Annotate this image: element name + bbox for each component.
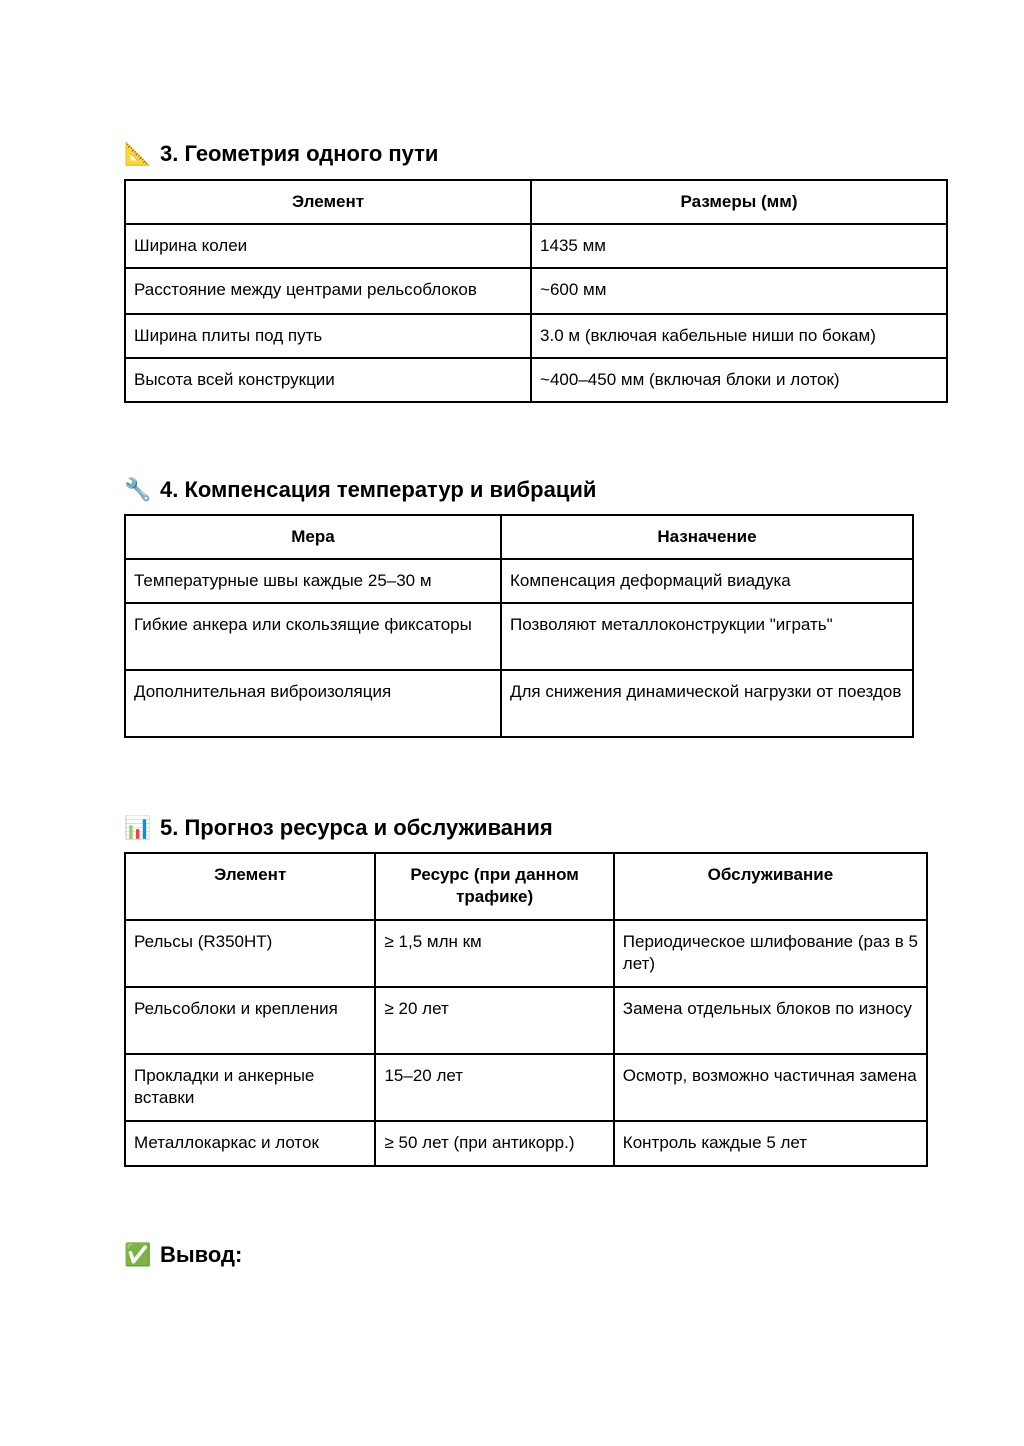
column-header: Размеры (мм) [531, 180, 947, 224]
table-cell: Ширина плиты под путь [125, 314, 531, 358]
section-3-title: 3. Геометрия одного пути [160, 141, 439, 166]
compensation-table [124, 514, 914, 738]
table-row [125, 559, 913, 603]
table-cell: Позволяют металлоконструкции "играть" [501, 603, 913, 670]
column-header: Элемент [125, 180, 531, 224]
table-cell: ≥ 1,5 млн км [375, 920, 613, 987]
table-row [125, 1054, 927, 1121]
table-cell: 3.0 м (включая кабельные ниши по бокам) [531, 314, 947, 358]
table-cell: Замена отдельных блоков по износу [614, 987, 927, 1054]
table-cell: Для снижения динамической нагрузки от поездов [501, 670, 913, 737]
table-cell: Компенсация деформаций виадука [501, 559, 913, 603]
triangular-ruler-icon: 📐 [124, 141, 152, 166]
check-mark-icon: ✅ [124, 1242, 152, 1267]
table-cell: ~400–450 мм (включая блоки и лоток) [531, 358, 947, 402]
section-3-heading [124, 141, 438, 167]
table-row [125, 670, 913, 737]
table-row [125, 603, 913, 670]
table-cell: Ширина колеи [125, 224, 531, 268]
table-cell: Прокладки и анкерные вставки [125, 1054, 375, 1121]
table-cell: 1435 мм [531, 224, 947, 268]
resource-table [124, 852, 928, 1167]
table-cell: Металлокаркас и лоток [125, 1121, 375, 1166]
table-cell: Периодическое шлифование (раз в 5 лет) [614, 920, 927, 987]
section-5-title: 5. Прогноз ресурса и обслуживания [160, 815, 553, 840]
table-cell: Высота всей конструкции [125, 358, 531, 402]
column-header: Элемент [125, 853, 375, 920]
table-cell: ≥ 50 лет (при антикорр.) [375, 1121, 613, 1166]
column-header: Мера [125, 515, 501, 559]
table-cell: Рельсы (R350HT) [125, 920, 375, 987]
conclusion-title: Вывод: [160, 1242, 243, 1267]
table-cell: 15–20 лет [375, 1054, 613, 1121]
table-header-row [125, 853, 927, 920]
table-row [125, 358, 947, 402]
table-cell: Осмотр, возможно частичная замена [614, 1054, 927, 1121]
section-4-title: 4. Компенсация температур и вибраций [160, 477, 597, 502]
table-cell: Температурные швы каждые 25–30 м [125, 559, 501, 603]
table-cell: Рельсоблоки и крепления [125, 987, 375, 1054]
table-row [125, 314, 947, 358]
table-cell: Расстояние между центрами рельсоблоков [125, 268, 531, 314]
wrench-icon: 🔧 [124, 477, 152, 502]
section-5-heading [124, 815, 553, 841]
column-header: Обслуживание [614, 853, 927, 920]
table-row [125, 268, 947, 314]
table-cell: Гибкие анкера или скользящие фиксаторы [125, 603, 501, 670]
conclusion-heading [124, 1242, 242, 1268]
table-row [125, 1121, 927, 1166]
geometry-table [124, 179, 948, 403]
table-cell: Контроль каждые 5 лет [614, 1121, 927, 1166]
table-header-row [125, 515, 913, 559]
column-header: Ресурс (при данном трафике) [375, 853, 613, 920]
table-row [125, 224, 947, 268]
table-row [125, 920, 927, 987]
table-cell: Дополнительная виброизоляция [125, 670, 501, 737]
column-header: Назначение [501, 515, 913, 559]
table-cell: ~600 мм [531, 268, 947, 314]
table-cell: ≥ 20 лет [375, 987, 613, 1054]
table-header-row [125, 180, 947, 224]
bar-chart-icon: 📊 [124, 815, 152, 840]
section-4-heading [124, 477, 596, 503]
table-row [125, 987, 927, 1054]
